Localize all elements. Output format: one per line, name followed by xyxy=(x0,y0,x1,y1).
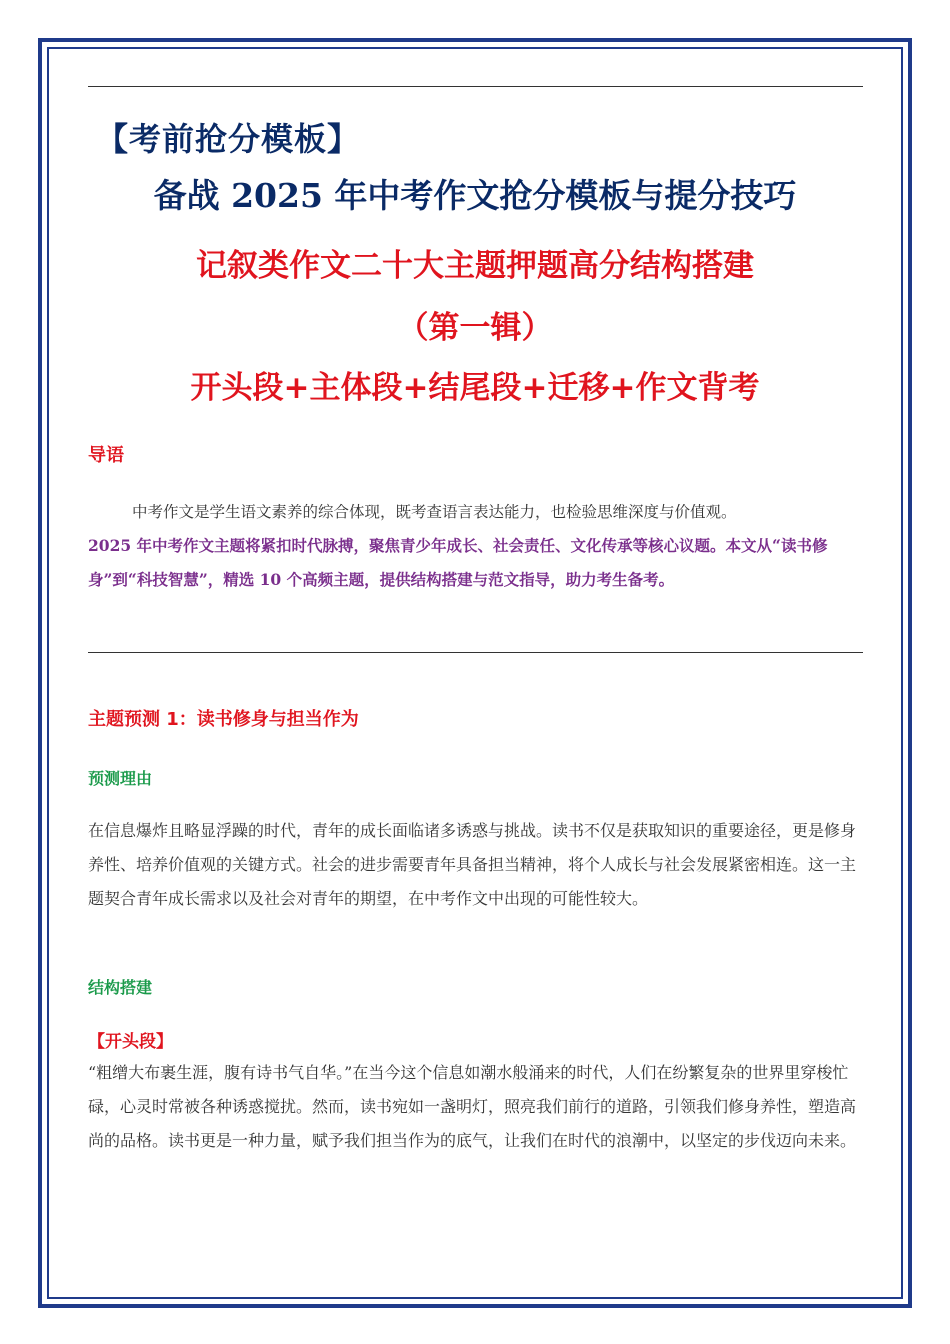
intro-highlight-paragraph: 2025 年中考作文主题将紧扣时代脉搏，聚焦青少年成长、社会责任、文化传承等核心议题。本文从“读书修身”到“科技智慧”，精选 10 个高频主题，提供结构搭建与范文指导，助力考生备考。 xyxy=(88,536,828,589)
reason-paragraph: 在信息爆炸且略显浮躁的时代，青年的成长面临诸多诱惑与挑战。读书不仅是获取知识的重要途径，更是修身养性、培养价值观的关键方式。社会的进步需要青年具备担当精神，将个人成长与社会发展紧密相连。这一主题契合青年成长需求以及社会对青年的期望，在中考作文中出现的可能性较大。 xyxy=(88,821,857,908)
opening-paragraph: “粗缯大布裹生涯，腹有诗书气自华。”在当今这个信息如潮水般涌来的时代，人们在纷繁复杂的世界里穿梭忙碌，心灵时常被各种诱惑搅扰。然而，读书宛如一盏明灯，照亮我们前行的道路，引领我们修身养性，塑造高尚的品格。读书更是一种力量，赋予我们担当作为的底气，让我们在时代的浪潮中，以坚定的步伐迈向未来。 xyxy=(88,1063,857,1150)
subtitle-line-1: 记叙类作文二十大主题押题高分结构搭建 xyxy=(196,248,754,284)
structure-heading: 结构搭建 xyxy=(88,978,153,997)
section-divider xyxy=(88,652,863,653)
subtitle-line-2: （第一辑） xyxy=(397,310,553,346)
reason-heading: 预测理由 xyxy=(88,769,153,788)
document-title: 备战 2025 年中考作文抢分模板与提分技巧 xyxy=(153,176,797,215)
intro-heading: 导语 xyxy=(88,445,124,466)
theme-heading: 主题预测 1：读书修身与担当作为 xyxy=(88,709,359,730)
intro-paragraph: 中考作文是学生语文素养的综合体现，既考查语言表达能力，也检验思维深度与价值观。 xyxy=(132,503,737,521)
subtitle-line-3: 开头段+主体段+结尾段+迁移+作文背考 xyxy=(190,370,760,406)
template-tag: 【考前抢分模板】 xyxy=(96,120,361,158)
header-divider xyxy=(88,86,863,87)
opening-heading: 【开头段】 xyxy=(88,1032,173,1052)
